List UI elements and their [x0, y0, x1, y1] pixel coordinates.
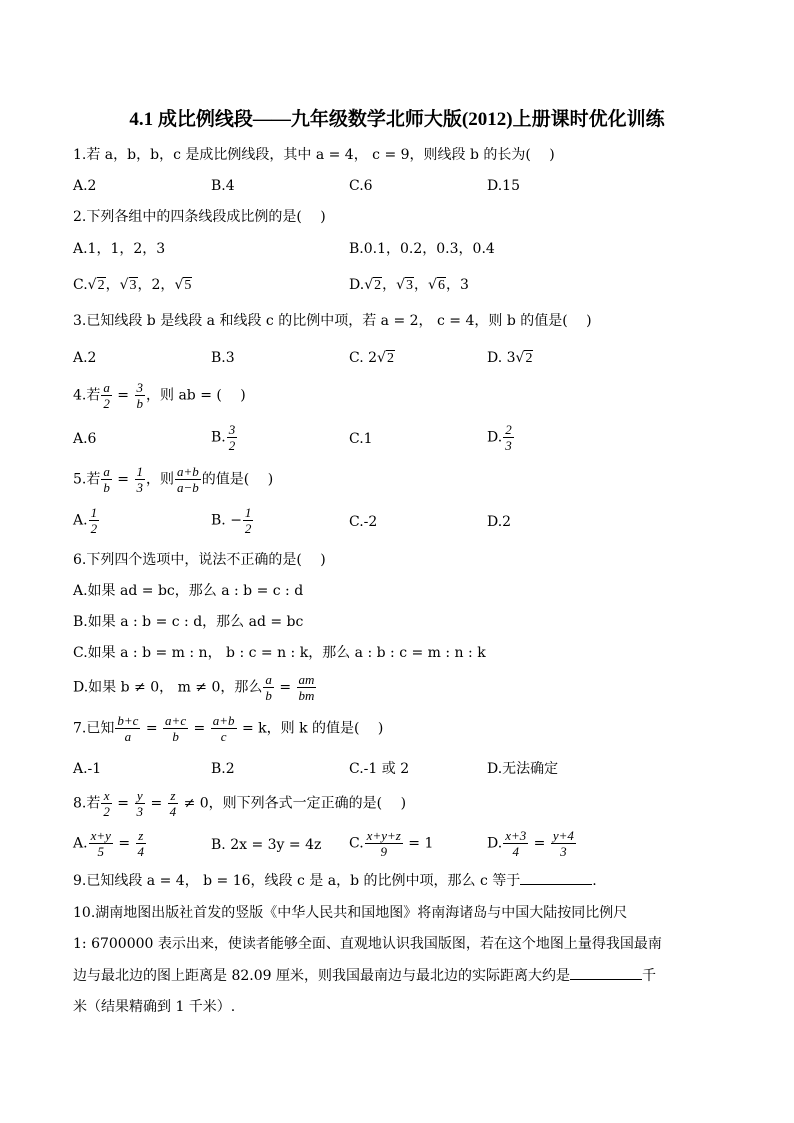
numerator: 1	[136, 464, 143, 479]
q1-option-d: D.15	[487, 178, 520, 194]
q7-option-c: C.-1 或 2	[349, 761, 410, 777]
q5-b-label: B. −	[211, 512, 242, 529]
fraction	[135, 788, 146, 819]
q8-option-d	[487, 828, 577, 859]
denominator: 4	[137, 844, 145, 859]
q7-option-a: A.-1	[73, 761, 102, 777]
q3-option-b: B.3	[211, 350, 235, 366]
q10-line3-text: 边与最北边的图上距离是 82.09 厘米，则我国最南边与最北边的实际距离大约是	[73, 968, 570, 984]
radicand: 2	[525, 351, 533, 366]
numerator: y	[135, 788, 146, 804]
radicand: 3	[406, 278, 414, 293]
numerator: a	[265, 672, 272, 687]
page-title: 4.1 成比例线段——九年级数学北师大版(2012)上册课时优化训练	[129, 109, 665, 130]
q8-a-label: A.	[73, 835, 88, 852]
question-10-line-2: 1: 6700000 表示出来，使读者能够全面、直观地认识我国版图，若在这个地图上量得我国最南	[73, 936, 662, 952]
radicand: 2	[97, 278, 105, 293]
denominator: a	[124, 729, 132, 744]
fraction	[243, 505, 254, 536]
q7-option-b: B.2	[211, 761, 235, 777]
numerator: a+c	[165, 713, 187, 728]
denominator: c	[220, 729, 227, 744]
fraction	[101, 380, 112, 411]
q8-prefix: 8.若	[73, 795, 101, 812]
q7-option-d: D.无法确定	[487, 761, 559, 777]
q4-suffix: ，则 ab = ( )	[146, 387, 246, 404]
question-6-stem: 6.下列四个选项中，说法不正确的是( )	[73, 552, 326, 568]
q2-option-d: D.√2，√3，√6，3	[349, 277, 469, 293]
numerator: x+y+z	[366, 828, 401, 843]
equals-sign: =	[112, 795, 134, 812]
equals-sign: =	[529, 835, 550, 852]
question-7-stem	[73, 713, 383, 744]
fraction	[89, 505, 100, 536]
numerator: a	[103, 464, 110, 479]
q5-option-a	[73, 505, 100, 536]
question-9-stem	[73, 872, 597, 890]
denominator: b	[136, 396, 143, 411]
q3-option-a: A.2	[73, 350, 97, 366]
question-2-stem: 2.下列各组中的四条线段成比例的是( )	[73, 209, 326, 225]
q6-option-b: B.如果 a : b = c : d，那么 ad = bc	[73, 614, 304, 630]
question-3-stem: 3.已知线段 b 是线段 a 和线段 c 的比例中项，若 a = 2， c = 4，则 b 的值是( )	[73, 313, 592, 329]
q5-option-b	[211, 505, 254, 536]
denominator: 2	[103, 804, 110, 819]
radicand: 6	[437, 278, 445, 293]
question-4-stem	[73, 380, 246, 411]
fraction	[365, 828, 403, 859]
q1-option-a: A.2	[73, 178, 97, 194]
numerator: b+c	[117, 713, 139, 728]
fraction	[115, 713, 140, 744]
denominator: bm	[298, 688, 315, 703]
q3-option-d	[487, 349, 533, 368]
q8-d-label: D.	[487, 835, 503, 852]
q8-option-b: B. 2x = 3y = 4z	[211, 837, 322, 853]
numerator: 1	[244, 505, 252, 520]
q7-suffix: = k，则 k 的值是( )	[237, 720, 384, 737]
q8-c-rest: = 1	[403, 835, 434, 852]
question-8-stem	[73, 788, 406, 819]
fraction	[297, 672, 317, 703]
fraction	[551, 828, 576, 859]
numerator: y+4	[552, 828, 574, 843]
fraction	[211, 713, 237, 744]
q3-d-label: D. 3	[487, 350, 516, 366]
numerator: a	[103, 380, 110, 395]
denominator: 9	[380, 844, 387, 859]
radical-icon: √	[174, 277, 184, 293]
q9-text: 9.已知线段 a = 4， b = 16，线段 c 是 a，b 的比例中项，那么 c 等于	[73, 873, 521, 889]
radicand: 2	[386, 351, 394, 366]
q5-mid: ，则	[146, 471, 174, 488]
equals-sign: =	[113, 835, 135, 852]
numerator: 2	[505, 422, 512, 437]
fraction	[101, 464, 112, 495]
numerator: x	[101, 788, 112, 804]
q3-option-c	[349, 349, 395, 368]
denominator: 2	[90, 521, 98, 536]
radical-icon: √	[364, 277, 374, 293]
q8-suffix: ≠ 0，则下列各式一定正确的是( )	[179, 795, 407, 812]
radicand: 2	[374, 278, 382, 293]
q6-d-prefix: D.如果 b ≠ 0， m ≠ 0，那么	[73, 679, 263, 696]
sqrt	[88, 276, 106, 295]
fraction	[168, 788, 179, 819]
q4-option-d	[487, 422, 515, 453]
sqrt	[516, 349, 534, 368]
q10-line3-unit: 千	[641, 968, 656, 984]
question-1-stem: 1.若 a，b，b，c 是成比例线段，其中 a = 4， c = 9，则线段 b 的长为( )	[73, 147, 555, 163]
denominator: b	[103, 480, 110, 495]
radical-icon: √	[119, 277, 129, 293]
numerator: x+3	[505, 828, 527, 843]
sqrt	[377, 349, 395, 368]
q1-option-b: B.4	[211, 178, 235, 194]
equals-sign: =	[112, 387, 134, 404]
q4-option-c: C.1	[349, 431, 373, 447]
radical-icon: √	[377, 350, 386, 366]
fraction	[101, 788, 112, 819]
q7-prefix: 7.已知	[73, 720, 115, 737]
denominator: 2	[228, 438, 236, 453]
q2-d-label: D.	[349, 277, 365, 293]
q2-d-rest: ，3	[445, 277, 469, 293]
radical-icon: √	[428, 277, 437, 293]
sqrt	[396, 276, 414, 295]
fraction	[135, 464, 146, 495]
equals-sign: =	[189, 720, 210, 737]
fraction	[503, 422, 514, 453]
radicand: 5	[184, 278, 192, 293]
radicand: 3	[129, 278, 137, 293]
q5-option-d: D.2	[487, 514, 512, 530]
radical-icon: √	[515, 350, 525, 366]
q2-c-label: C.	[73, 277, 88, 293]
q4-prefix: 4.若	[73, 387, 101, 404]
q5-a-label: A.	[73, 512, 88, 529]
fraction	[135, 380, 146, 411]
numerator: a+b	[177, 464, 199, 479]
equals-sign: =	[141, 720, 163, 737]
q2-c-rest: ，2，	[137, 277, 175, 293]
denominator: 4	[169, 804, 177, 819]
denominator: 3	[560, 844, 567, 859]
q8-option-c	[349, 828, 433, 859]
q5-prefix: 5.若	[73, 471, 101, 488]
q2-option-b: B.0.1，0.2，0.3，0.4	[349, 241, 495, 257]
denominator: 2	[244, 521, 252, 536]
denominator: 4	[512, 844, 519, 859]
fraction	[163, 713, 188, 744]
denominator: 5	[97, 844, 104, 859]
q4-d-label: D.	[487, 429, 503, 446]
denominator: 3	[136, 804, 143, 819]
fraction	[175, 464, 201, 495]
sqrt	[174, 276, 192, 295]
question-10-line-3	[73, 967, 656, 985]
radical-icon: √	[87, 277, 97, 293]
fraction	[136, 828, 147, 859]
denominator: 2	[103, 396, 110, 411]
answer-blank[interactable]	[520, 872, 592, 885]
q2-option-a: A.1，1，2，3	[73, 241, 166, 257]
q1-option-c: C.6	[349, 178, 373, 194]
radical-icon: √	[396, 277, 406, 293]
q8-c-label: C.	[349, 835, 364, 852]
numerator: 1	[90, 505, 98, 520]
equals-sign: =	[146, 795, 167, 812]
q6-option-c: C.如果 a : b = m : n， b : c = n : k，那么 a : b : c = m : n : k	[73, 645, 486, 661]
fraction	[503, 828, 528, 859]
q8-option-a	[73, 828, 147, 859]
q6-option-d	[73, 672, 317, 703]
denominator: b	[172, 729, 179, 744]
q4-option-b	[211, 422, 238, 453]
numerator: z	[136, 828, 147, 844]
sqrt	[120, 276, 138, 295]
q4-option-a: A.6	[73, 431, 97, 447]
q9-end: .	[592, 873, 597, 889]
sqrt	[428, 276, 446, 295]
fraction	[227, 422, 238, 453]
numerator: am	[298, 672, 315, 687]
denominator: a−b	[177, 480, 199, 495]
denominator: 3	[505, 438, 512, 453]
numerator: x+y	[90, 828, 111, 843]
q6-option-a: A.如果 ad = bc，那么 a : b = c : d	[73, 583, 304, 599]
numerator: 3	[136, 380, 143, 395]
fraction	[89, 828, 113, 859]
answer-blank[interactable]	[570, 967, 642, 980]
q2-option-c: C.√2，√3，2，√5	[73, 277, 192, 293]
denominator: 3	[136, 480, 143, 495]
q5-suffix: 的值是( )	[201, 471, 274, 488]
numerator: z	[168, 788, 179, 804]
q3-c-label: C. 2	[349, 350, 378, 366]
equals-sign: =	[112, 471, 134, 488]
question-10-line-4: 米（结果精确到 1 千米）.	[73, 999, 236, 1015]
numerator: 3	[228, 422, 236, 437]
denominator: b	[265, 688, 272, 703]
q5-option-c: C.-2	[349, 514, 378, 530]
q4-b-label: B.	[211, 429, 226, 446]
equals-sign: =	[274, 679, 296, 696]
question-10-line-1: 10.湖南地图出版社首发的竖版《中华人民共和国地图》将南海诸岛与中国大陆按同比例尺	[73, 905, 628, 921]
sqrt	[364, 276, 382, 295]
numerator: a+b	[212, 713, 235, 728]
question-5-stem	[73, 464, 273, 495]
fraction	[263, 672, 274, 703]
